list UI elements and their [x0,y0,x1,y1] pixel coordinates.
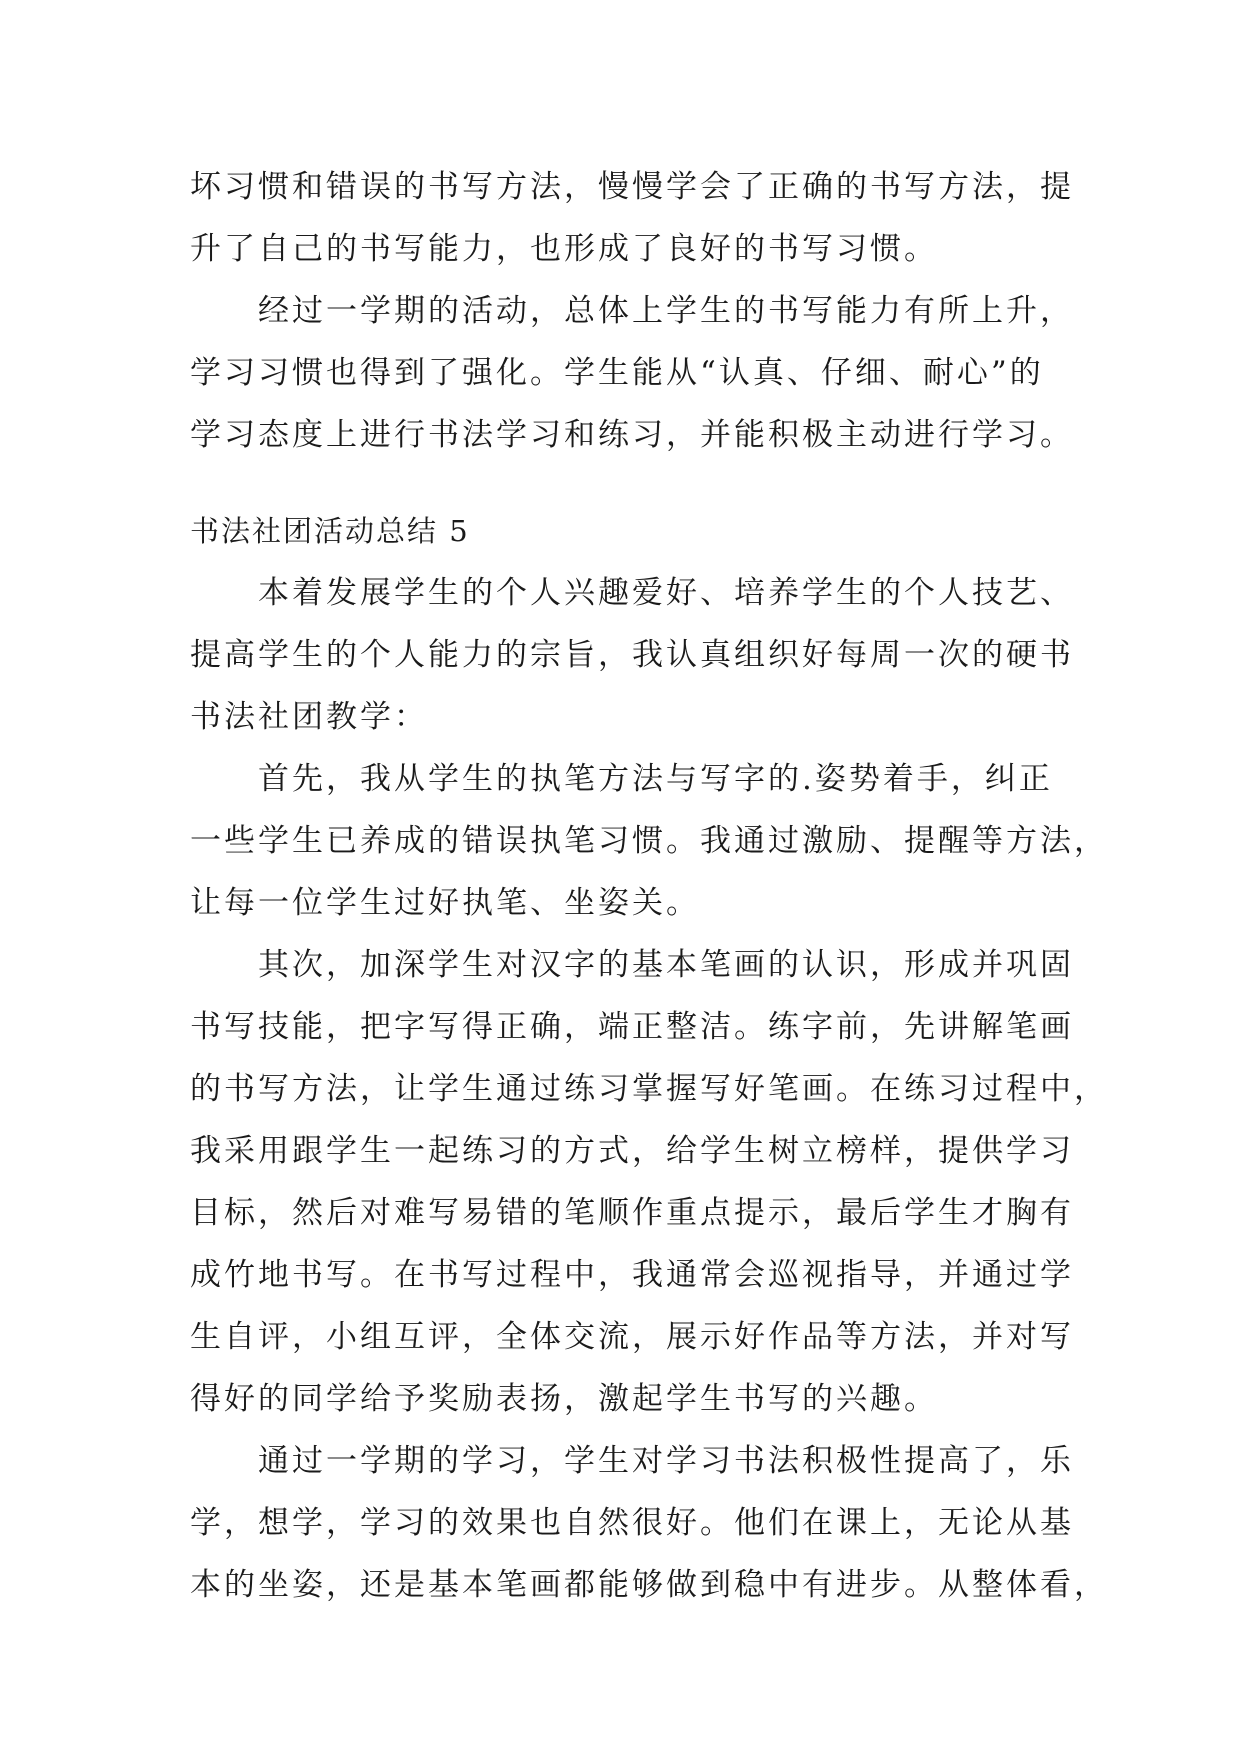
text-line: 其次，加深学生对汉字的基本笔画的认识，形成并巩固 [258,947,1074,983]
text-line: 书写技能，把字写得正确，端正整洁。练字前，先讲解笔画 [190,1009,1074,1045]
text-line: 学习态度上进行书法学习和练习，并能积极主动进行学习。 [190,417,1074,453]
section-heading: 书法社团活动总结 5 [190,514,470,548]
paragraph [190,748,1108,934]
text-line: 经过一学期的活动，总体上学生的书写能力有所上升， [258,293,1074,329]
text-line: 本着发展学生的个人兴趣爱好、培养学生的个人技艺、 [258,575,1074,611]
text-line: 升了自己的书写能力，也形成了良好的书写习惯。 [190,231,938,267]
text-line: 学，想学，学习的效果也自然很好。他们在课上，无论从基 [190,1505,1074,1541]
paragraph [190,156,1074,280]
text-line: 书法社团教学： [190,699,428,735]
text-line: 一些学生已养成的错误执笔习惯。我通过激励、提醒等方法， [190,823,1108,859]
paragraph [190,1430,1108,1616]
text-line: 提高学生的个人能力的宗旨，我认真组织好每周一次的硬书 [190,637,1074,673]
section-2-text [190,500,1108,1616]
text-line: 首先，我从学生的执笔方法与写字的.姿势着手，纠正 [258,761,1053,797]
paragraph [190,562,1074,748]
text-line: 本的坐姿，还是基本笔画都能够做到稳中有进步。从整体看， [190,1567,1108,1603]
text-line: 生自评，小组互评，全体交流，展示好作品等方法，并对写 [190,1319,1074,1355]
text-line: 让每一位学生过好执笔、坐姿关。 [190,885,700,921]
section-1-text [190,156,1074,466]
text-line: 通过一学期的学习，学生对学习书法积极性提高了，乐 [258,1443,1074,1479]
text-line: 学习习惯也得到了强化。学生能从“认真、仔细、耐心”的 [190,355,1044,391]
text-line: 得好的同学给予奖励表扬，激起学生书写的兴趣。 [190,1381,938,1417]
text-line: 目标，然后对难写易错的笔顺作重点提示，最后学生才胸有 [190,1195,1074,1231]
text-line: 我采用跟学生一起练习的方式，给学生树立榜样，提供学习 [190,1133,1074,1169]
text-line: 成竹地书写。在书写过程中，我通常会巡视指导，并通过学 [190,1257,1074,1293]
text-line: 坏习惯和错误的书写方法，慢慢学会了正确的书写方法，提 [190,169,1074,205]
text-line: 的书写方法，让学生通过练习掌握写好笔画。在练习过程中， [190,1071,1108,1107]
paragraph [190,934,1108,1430]
paragraph [190,280,1074,466]
